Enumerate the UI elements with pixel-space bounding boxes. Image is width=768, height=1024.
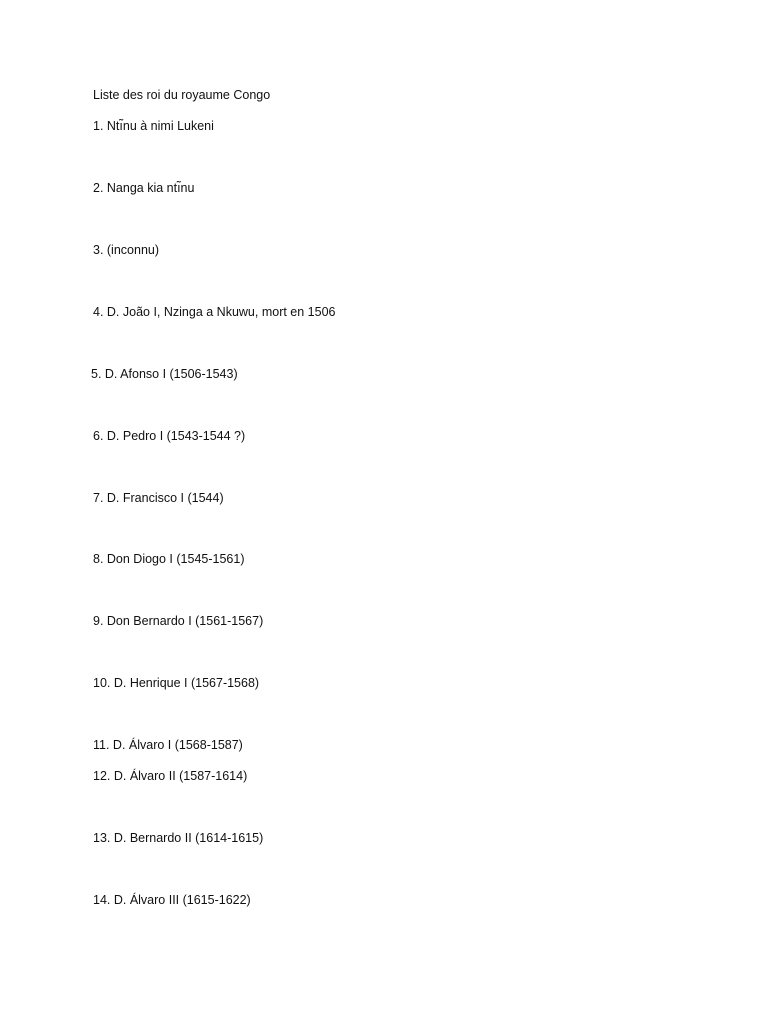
list-item: 5. D. Afonso I (1506-1543) xyxy=(91,367,238,381)
list-item: 11. D. Álvaro I (1568-1587) xyxy=(93,738,243,752)
document-title: Liste des roi du royaume Congo xyxy=(93,88,271,102)
list-item: 7. D. Francisco I (1544) xyxy=(93,491,224,505)
list-item: 1. Ntı̃nu à nimi Lukeni xyxy=(93,119,214,133)
list-item: 2. Nanga kia ntı̃nu xyxy=(93,181,195,195)
list-item: 6. D. Pedro I (1543-1544 ?) xyxy=(93,429,246,443)
list-item: 13. D. Bernardo II (1614-1615) xyxy=(93,831,264,845)
list-item: 12. D. Álvaro II (1587-1614) xyxy=(93,769,248,783)
list-item: 3. (inconnu) xyxy=(93,243,160,257)
list-item: 9. Don Bernardo I (1561-1567) xyxy=(93,614,264,628)
list-item: 14. D. Álvaro III (1615-1622) xyxy=(93,893,251,907)
list-item: 10. D. Henrique I (1567-1568) xyxy=(93,676,260,690)
list-item: 4. D. João I, Nzinga a Nkuwu, mort en 1506 xyxy=(93,305,336,319)
list-item: 8. Don Diogo I (1545-1561) xyxy=(93,552,245,566)
